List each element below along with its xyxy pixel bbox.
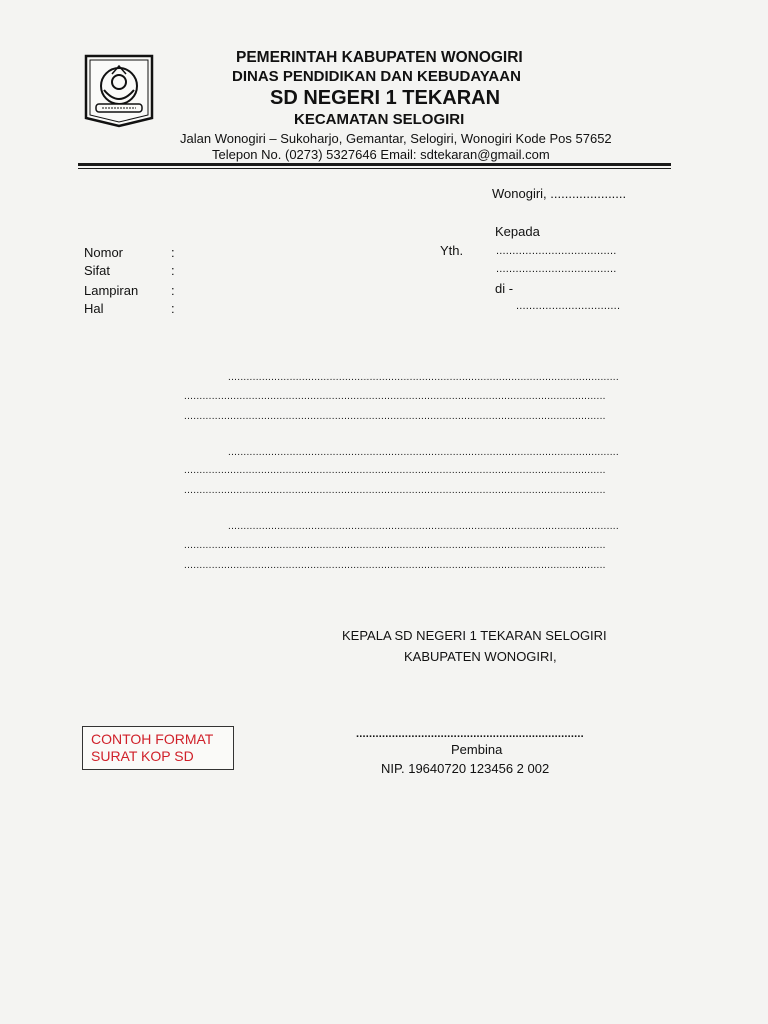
signature-title-1: KEPALA SD NEGERI 1 TEKARAN SELOGIRI	[342, 628, 607, 643]
signature-name-line: ......................................................................	[356, 728, 584, 740]
body-line: .........................................................................................................................................	[184, 465, 606, 476]
place-date: Wonogiri, .....................	[492, 186, 627, 201]
letterhead-rule-thin	[78, 168, 671, 169]
recipient-kepada: Kepada	[495, 224, 540, 239]
sample-format-stamp	[82, 726, 234, 770]
hal-label: Hal	[84, 301, 104, 316]
sifat-label: Sifat	[84, 263, 111, 278]
nomor-label: Nomor	[84, 245, 124, 260]
body-line: ...............................................................................................................................	[228, 521, 619, 532]
stamp-line-1: CONTOH FORMAT	[91, 731, 214, 747]
recipient-yth: Yth.	[440, 243, 464, 258]
body-line: .........................................................................................................................................	[184, 391, 606, 402]
letterhead-rule-thick	[78, 163, 671, 166]
body-line: .........................................................................................................................................	[184, 540, 606, 551]
lampiran-colon: :	[171, 283, 175, 298]
school-emblem-logo	[82, 52, 156, 128]
signature-title-2: KABUPATEN WONOGIRI,	[404, 649, 557, 664]
body-line: ...............................................................................................................................	[228, 372, 619, 383]
sifat-colon: :	[171, 263, 175, 278]
letterhead-department: DINAS PENDIDIKAN DAN KEBUDAYAAN	[232, 68, 521, 85]
stamp-line-2: SURAT KOP SD	[91, 748, 194, 764]
signature-rank: Pembina	[451, 742, 503, 757]
nomor-colon: :	[171, 245, 175, 260]
recipient-line-1: .....................................	[496, 245, 617, 257]
hal-colon: :	[171, 301, 175, 316]
letterhead-contact: Telepon No. (0273) 5327646 Email: sdtekaran@gmail.com	[212, 147, 550, 162]
recipient-di: di -	[495, 281, 514, 296]
body-line: .........................................................................................................................................	[184, 485, 606, 496]
letterhead-address: Jalan Wonogiri – Sukoharjo, Gemantar, Selogiri, Wonogiri Kode Pos 57652	[180, 131, 612, 146]
letterhead-government: PEMERINTAH KABUPATEN WONOGIRI	[236, 49, 523, 66]
signature-nip: NIP. 19640720 123456 2 002	[381, 761, 550, 776]
letterhead-district: KECAMATAN SELOGIRI	[294, 111, 465, 128]
body-line: .........................................................................................................................................	[184, 411, 606, 422]
body-line: .........................................................................................................................................	[184, 560, 606, 571]
lampiran-label: Lampiran	[84, 283, 139, 298]
recipient-line-3: ................................	[516, 300, 621, 312]
letterhead-school-name: SD NEGERI 1 TEKARAN	[270, 87, 501, 109]
recipient-line-2: .....................................	[496, 263, 617, 275]
body-line: ...............................................................................................................................	[228, 447, 619, 458]
